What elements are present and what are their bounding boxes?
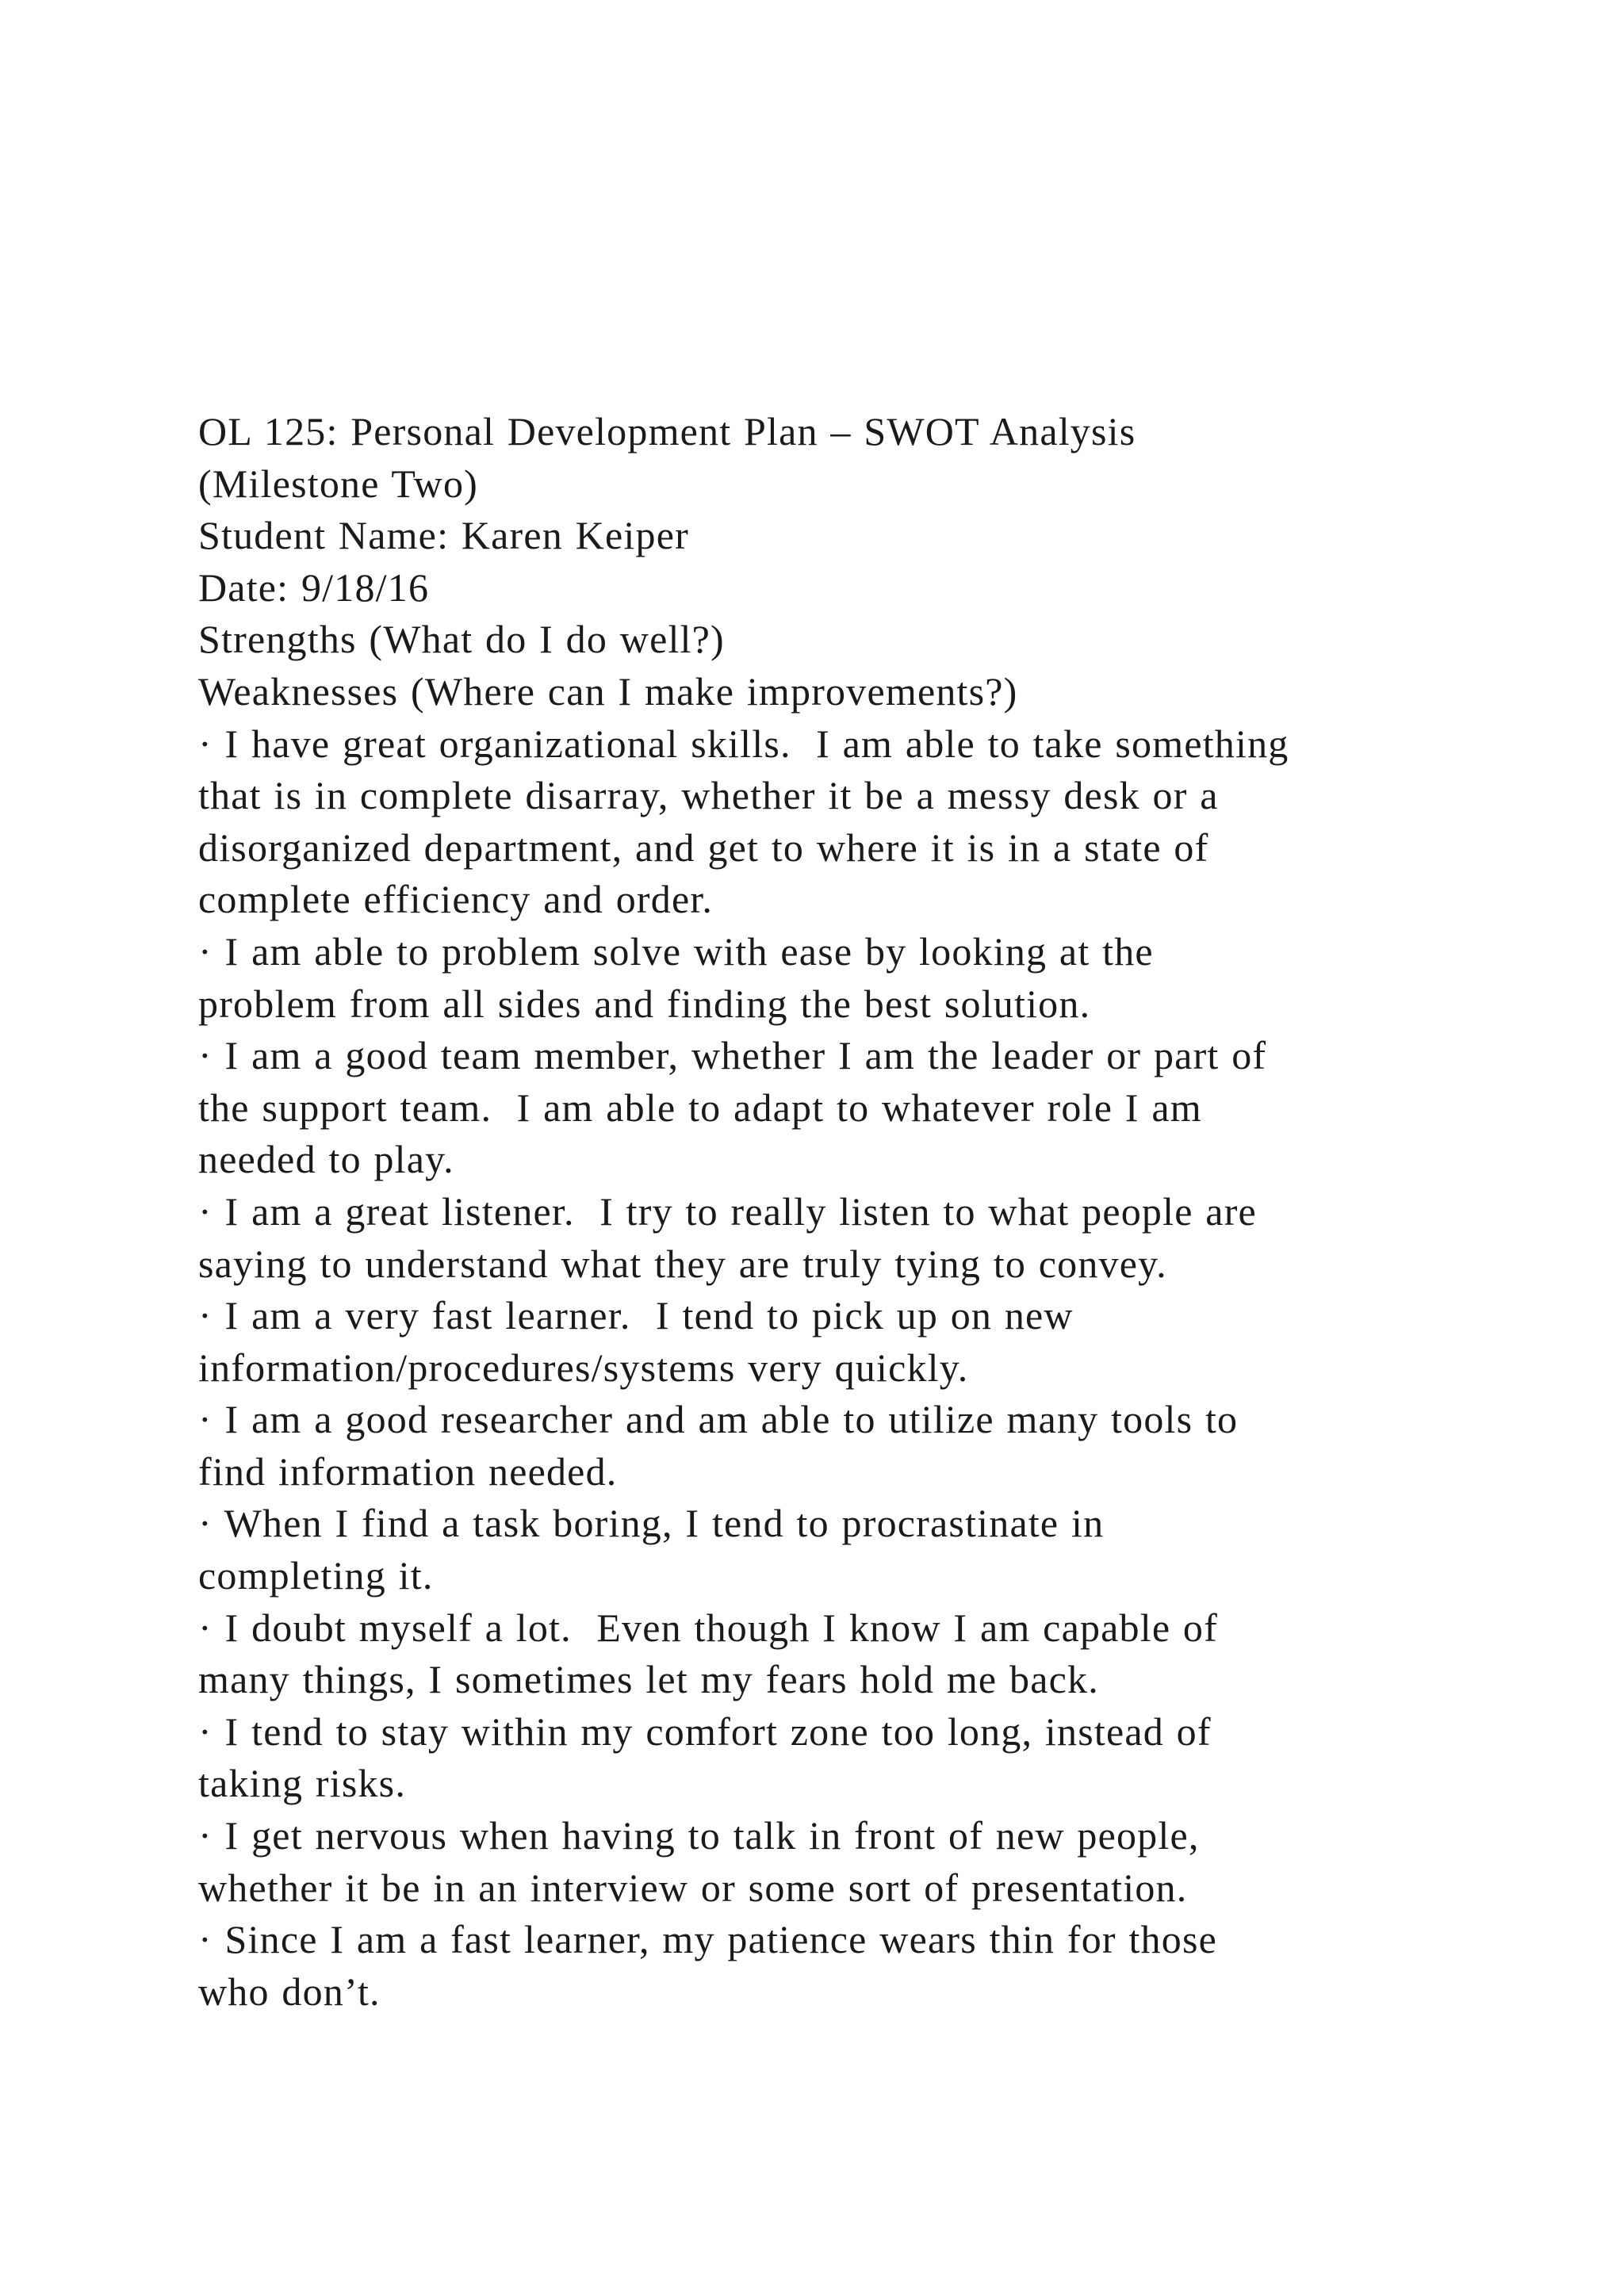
body-line: · I am able to problem solve with ease by looking at the [198, 928, 1154, 974]
strengths-heading: Strengths (What do I do well?) [198, 617, 725, 662]
body-line: that is in complete disarray, whether it be a messy desk or a [198, 773, 1219, 818]
body-line: · I am a great listener. I try to really listen to what people are [198, 1188, 1257, 1234]
body-line: · I am a good researcher and am able to utilize many tools to [198, 1397, 1239, 1442]
body-line: · Since I am a fast learner, my patience wears thin for those [198, 1917, 1217, 1962]
body-line: information/procedures/systems very quickly. [198, 1345, 969, 1390]
body-line: the support team. I am able to adapt to whatever role I am [198, 1085, 1202, 1130]
body-line: who don’t. [198, 1969, 381, 2014]
body-line: saying to understand what they are truly tying to convey. [198, 1241, 1167, 1286]
body-line: · I am a very fast learner. I tend to pick up on new [198, 1293, 1074, 1338]
body-line: many things, I sometimes let my fears hold me back. [198, 1657, 1099, 1702]
body-line: · I have great organizational skills. I am able to take something [198, 721, 1289, 766]
body-line: · I am a good team member, whether I am the leader or part of [198, 1033, 1267, 1078]
document-title: OL 125: Personal Development Plan – SWOT Analysis [198, 409, 1136, 453]
document-date: Date: 9/18/16 [198, 564, 430, 610]
body-line: · I tend to stay within my comfort zone too long, instead of [198, 1709, 1212, 1754]
body-line: find information needed. [198, 1448, 618, 1494]
body-line: completing it. [198, 1553, 434, 1598]
student-name: Student Name: Karen Keiper [198, 513, 689, 558]
body-line: needed to play. [198, 1137, 454, 1182]
body-line: · I get nervous when having to talk in front of new people, [198, 1813, 1200, 1858]
body-line: · I doubt myself a lot. Even though I know I am capable of [198, 1605, 1218, 1650]
body-line: complete efficiency and order. [198, 877, 714, 922]
body-line: · When I find a task boring, I tend to procrastinate in [198, 1501, 1105, 1546]
document-subtitle: (Milestone Two) [198, 461, 479, 506]
document-body [198, 406, 1515, 2018]
body-line: disorganized department, and get to where it is in a state of [198, 825, 1209, 870]
weaknesses-heading: Weaknesses (Where can I make improvements?) [198, 668, 1018, 714]
body-line: whether it be in an interview or some sort of presentation. [198, 1865, 1188, 1910]
body-line: problem from all sides and finding the best solution. [198, 981, 1091, 1026]
body-line: taking risks. [198, 1761, 407, 1806]
